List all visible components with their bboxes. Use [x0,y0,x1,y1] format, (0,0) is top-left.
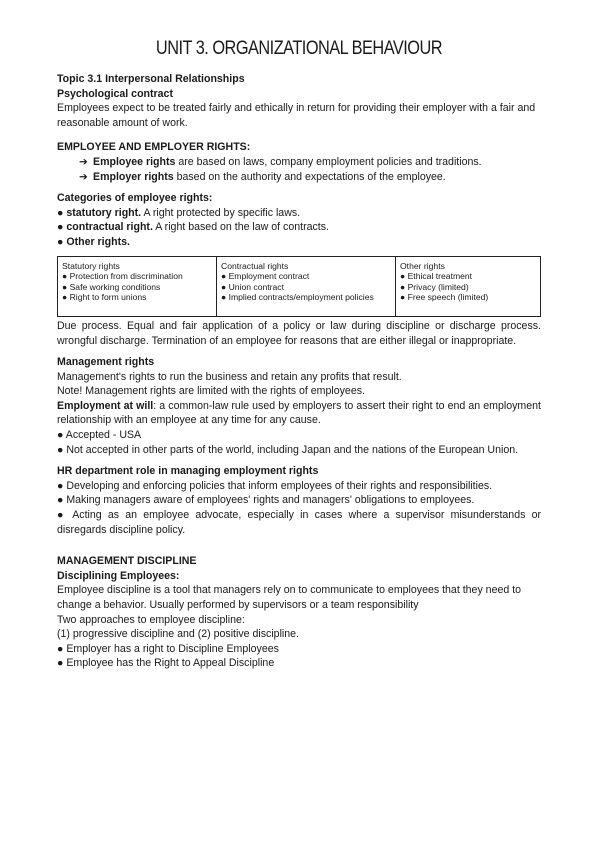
arrow-item [57,155,541,170]
hr-role-heading: HR department role in managing employment rights [57,465,319,478]
psych-contract-text: Employees expect to be treated fairly and ethically in return for providing their employer with a fair and reasonable amount of work. [57,102,536,129]
category-bold: contractual right. [66,221,153,234]
arrow-item-text: based on the authority and expectations of the employee. [173,170,446,183]
category-item [57,235,541,250]
category-bold: statutory right. [66,206,142,219]
cell-item: ● Free speech (limited) [400,292,489,303]
cell-item: ● Ethical treatment [400,271,473,282]
cell-item: ● Implied contracts/employment policies [221,292,374,303]
due-process-text: Due process. Equal and fair application of a policy or law during discipline or discharge process. wrongful discharge. Termination of an employee for reasons that are either illegal or inappropriate. [57,319,541,347]
cell-heading: Other rights [400,260,445,271]
psych-contract-heading: Psychological contract [57,87,173,100]
page-title: UNIT 3. ORGANIZATIONAL BEHAVIOUR [155,38,443,59]
list-item: ● Employer has a right to Discipline Employees [57,642,279,655]
list-item: ● Not accepted in other parts of the world, including Japan and the nations of the European Union. [57,443,519,456]
list-item: ● Developing and enforcing policies that inform employees of their rights and responsibilities. [57,479,493,492]
table-cell-other [396,256,541,316]
cell-item: ● Employment contract [221,271,310,282]
cell-heading: Contractual rights [221,260,289,271]
rights-table [57,256,541,317]
table-cell-contractual [217,256,396,316]
categories-heading: Categories of employee rights: [57,192,213,205]
cell-item: ● Union contract [221,281,284,292]
management-rights-note: Note! Management rights are limited with the rights of employees. [57,385,365,398]
category-item [57,206,541,221]
management-discipline-heading: MANAGEMENT DISCIPLINE [57,555,197,568]
category-text: A right protected by specific laws. [141,206,301,219]
category-bold: Other rights. [66,235,130,248]
arrow-item-bold: Employer rights [93,170,174,183]
cell-item: ● Right to form unions [62,292,147,303]
category-text: A right based on the law of contracts. [152,221,329,234]
arrow-item-text: are based on laws, company employment policies and traditions. [175,155,482,168]
arrow-item [57,170,541,185]
table-cell-statutory [58,256,217,316]
topic-heading: Topic 3.1 Interpersonal Relationships [57,73,245,85]
employment-at-will-text: : a common-law rule used by employers to assert their right to end an employment relationship with an employee at any time for any cause. [57,399,541,427]
discipline-line: (1) progressive discipline and (2) positive discipline. [57,628,300,641]
disciplining-employees-heading: Disciplining Employees: [57,569,180,582]
document-page [57,38,541,671]
employment-at-will-term: Employment at will [57,399,154,412]
arrow-icon: ➔ [79,155,88,168]
management-rights-heading: Management rights [57,356,155,369]
discipline-line: Two approaches to employee discipline: [57,613,245,626]
bullet-icon: ● [57,221,64,234]
employment-at-will [57,399,541,428]
cell-item: ● Privacy (limited) [400,281,469,292]
bullet-icon: ● [57,235,64,248]
rights-list [57,155,541,184]
cell-item: ● Protection from discrimination [62,271,183,282]
list-item: ● Acting as an employee advocate, especially in cases where a supervisor misunderstands or disregards discipline policy. [57,509,541,536]
table-row [58,256,541,316]
rights-heading: EMPLOYEE AND EMPLOYER RIGHTS: [57,141,251,154]
cell-item: ● Safe working conditions [62,281,161,292]
list-item: ● Making managers aware of employees' rights and managers' obligations to employees. [57,494,475,507]
discipline-text: Employee discipline is a tool that managers rely on to communicate to employees that they need to change a behavior. Usually performed by supervisors or a team responsibility [57,584,522,611]
list-item: ● Employee has the Right to Appeal Discipline [57,657,275,670]
management-rights-line: Management's rights to run the business and retain any profits that result. [57,370,402,383]
arrow-icon: ➔ [79,170,88,183]
cell-heading: Statutory rights [62,260,120,271]
category-item [57,220,541,235]
list-item: ● Accepted - USA [57,429,142,442]
bullet-icon: ● [57,206,64,219]
arrow-item-bold: Employee rights [93,155,176,168]
